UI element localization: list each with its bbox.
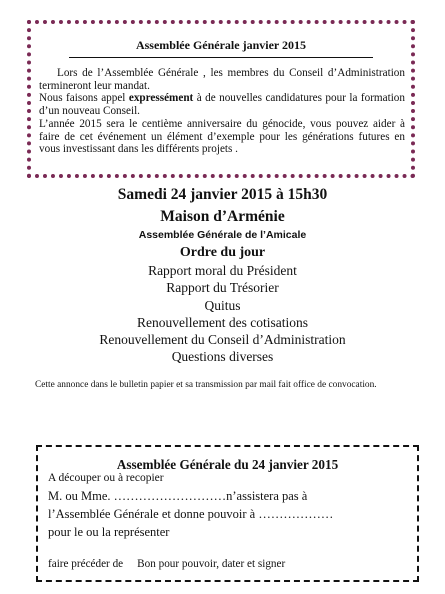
proxy-line-name: M. ou Mme. ………………………n’assistera pas à bbox=[48, 489, 308, 503]
proxy-line-represent: pour le ou la représenter bbox=[48, 525, 170, 539]
proxy-line-power: l’Assemblée Générale et donne pouvoir à ……………… bbox=[48, 507, 334, 521]
meeting-date: Samedi 24 janvier 2015 à 15h30 bbox=[117, 186, 328, 203]
agenda-item: Quitus bbox=[204, 297, 241, 313]
sign-value: Bon pour pouvoir, dater et signer bbox=[137, 558, 286, 570]
meeting-place: Maison d’Arménie bbox=[160, 208, 285, 225]
proxy-form-box bbox=[36, 445, 419, 582]
agenda-item: Questions diverses bbox=[171, 349, 274, 365]
agenda-item: Rapport moral du Président bbox=[148, 263, 297, 278]
p2-emphasis: expressément bbox=[128, 92, 194, 105]
agenda-list bbox=[0, 262, 445, 366]
agenda-item: Renouvellement des cotisations bbox=[137, 314, 308, 330]
agenda-item: Renouvellement du Conseil d’Administration bbox=[99, 332, 346, 348]
agenda-item: Rapport du Trésorier bbox=[166, 280, 279, 296]
title-divider bbox=[69, 57, 373, 58]
p2-end: à de nouvelles candidatures pour la formation d’un nouveau Conseil. bbox=[39, 92, 405, 118]
proxy-line-sign bbox=[48, 558, 285, 570]
notice-paragraph-2 bbox=[39, 92, 405, 117]
convocation-notice: Cette annonce dans le bulletin papier et sa transmission par mail fait office de convocation. bbox=[35, 380, 377, 390]
notice-paragraph-3: L’année 2015 sera le centième anniversaire du génocide, vous pouvez aider à faire de cet événement un élément d’exemple pour les générations futures en vous investissant dans les différents projets . bbox=[39, 117, 405, 156]
sign-label: faire précéder de bbox=[48, 558, 124, 570]
assembly-notice-box bbox=[27, 20, 415, 178]
p2-start: Nous faisons appel bbox=[39, 92, 129, 105]
proxy-form-title: Assemblée Générale du 24 janvier 2015 bbox=[116, 457, 339, 472]
meeting-subtitle: Assemblée Générale de l’Amicale bbox=[138, 229, 307, 241]
assembly-notice-title: Assemblée Générale janvier 2015 bbox=[135, 38, 307, 52]
agenda-title: Ordre du jour bbox=[179, 245, 266, 260]
proxy-instruction: A découper ou à recopier bbox=[48, 472, 164, 484]
notice-paragraph-1: Lors de l’Assemblée Générale , les membres du Conseil d’Administration termineront leur mandat. bbox=[39, 67, 405, 92]
assembly-notice-body bbox=[39, 67, 405, 156]
